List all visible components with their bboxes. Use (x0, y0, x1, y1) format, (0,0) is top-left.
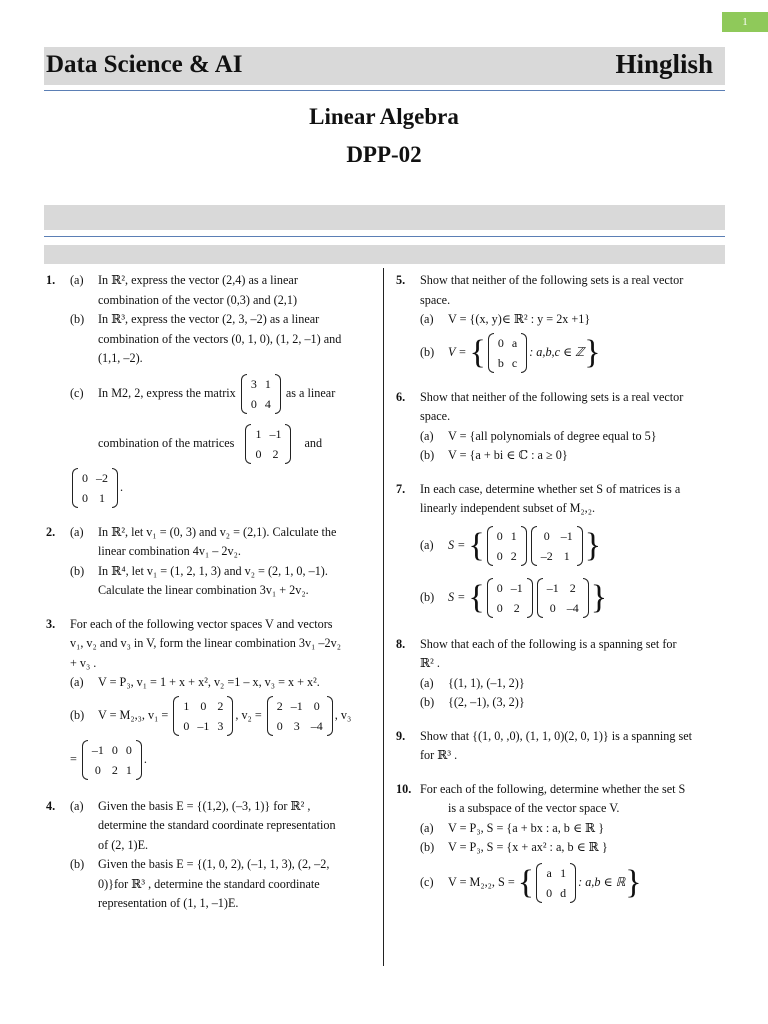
matrix (531, 526, 583, 566)
matrix-entry: 0 (200, 698, 207, 713)
matrix-grid (273, 696, 327, 736)
question-text: as a linear (285, 385, 336, 400)
part-label: (a) (420, 675, 434, 690)
matrix-entry: 0 (546, 885, 553, 900)
question-text: S = (448, 537, 466, 552)
question-text: V = (448, 344, 467, 359)
matrix-entry: 0 (496, 580, 503, 595)
part-label: (b) (420, 840, 435, 854)
question-number: 1. (46, 273, 56, 287)
matrix-entry: 2 (217, 698, 224, 713)
question-text: V = M₂,₃, v₁ = (98, 707, 169, 722)
matrix-entry: 1 (560, 865, 567, 880)
part-label: (a) (420, 428, 434, 443)
question-text: V = P₃, S = {x + ax² : a, b ∈ ℝ } (448, 840, 608, 854)
part-label: (a) (420, 537, 434, 552)
question-text: , v₃ (334, 707, 352, 722)
language-label: Hinglish (615, 49, 713, 79)
question-text: 0)}for ℝ³ , determine the standard coordinate (98, 876, 320, 891)
question-text: , v₂ = (235, 707, 262, 722)
part-label: (a) (70, 675, 84, 689)
matrix-entry: 0 (250, 396, 257, 411)
question-text: V = P₃, S = {a + bx : a, b ∈ ℝ } (448, 820, 605, 835)
part-label: (b) (70, 563, 85, 578)
matrix-grid (179, 696, 227, 736)
question-text: combination of the vector (0,3) and (2,1) (98, 292, 297, 307)
matrix-entry: 0 (549, 600, 556, 615)
matrix-grid (543, 578, 583, 618)
part-label: (b) (70, 312, 85, 326)
question-text: + v₃ . (70, 655, 97, 670)
question-text: is a subspace of the vector space V. (448, 801, 620, 815)
gray-band (44, 245, 725, 264)
question-text: S = (448, 589, 466, 604)
gray-band (44, 205, 725, 230)
matrix-entry: b (497, 355, 504, 370)
question-text: Given the basis E = {(1, 0, 2), (–1, 1, 3), (2, –2, (98, 857, 330, 871)
matrix-entry: 0 (496, 600, 503, 615)
matrix-entry: 1 (264, 376, 271, 391)
question-number: 8. (396, 636, 406, 651)
question-text: For each of the following vector spaces V and vectors (70, 616, 333, 631)
question-text: = (70, 751, 77, 766)
matrix-grid (251, 424, 285, 464)
question-10: 10. For each of the following, determine whether the set S is a subspace of the vector space V. (a) V = P₃, S = {a + bx : a, b ∈ ℝ } (b) V = P₃, S = {x + ax² : a, b ∈ ℝ } (c) V = M₂,₂, S = { a 1 0 d : a,b ∈ ℝ} (396, 780, 726, 906)
matrix-entry: 0 (255, 446, 262, 461)
part-label: (b) (420, 589, 435, 604)
question-text: In ℝ³, express the vector (2, 3, –2) as a linear (98, 312, 320, 326)
matrix-entry: 2 (276, 698, 283, 713)
header-bar (44, 47, 725, 85)
question-text: Show that {(1, 0, ,0), (1, 1, 0)(2, 0, 1)} is a spanning set (420, 728, 693, 743)
matrix-entry: 1 (99, 490, 105, 505)
left-column (46, 271, 376, 914)
matrix-entry: –1 (560, 528, 573, 543)
matrix-entry: 1 (255, 426, 262, 441)
matrix-entry: –2 (96, 470, 108, 485)
question-text: Calculate the linear combination 3v₁ + 2v₂. (98, 583, 309, 597)
matrix (245, 424, 291, 464)
question-7: 7. In each case, determine whether set S of matrices is a linearly independent subset of M₂,₂. (a) S = { 0 1 0 2 0 –1 –2 1 } (b) S = { 0 –1 0 2 –1 2 0 –4 } (396, 480, 726, 621)
question-text: {(2, –1), (3, 2)} (448, 695, 525, 709)
matrix-entry: 1 (183, 698, 190, 713)
matrix (241, 374, 281, 414)
matrix (72, 468, 118, 508)
divider (44, 90, 725, 91)
matrix-entry: 0 (82, 490, 88, 505)
matrix (173, 696, 233, 736)
question-text: In ℝ⁴, let v₁ = (1, 2, 1, 3) and v₂ = (2, 1, 0, –1). (98, 563, 328, 578)
part-label: (b) (420, 344, 435, 359)
matrix-entry: a (546, 865, 552, 880)
matrix-entry: –4 (310, 718, 323, 733)
question-text: (1,1, –2). (98, 351, 143, 365)
part-label: (b) (70, 707, 85, 722)
question-text: In ℝ², let v₁ = (0, 3) and v₂ = (2,1). Calculate the (98, 524, 337, 539)
question-6 (396, 388, 726, 466)
matrix (536, 863, 576, 903)
page-subtitle: DPP-02 (346, 142, 422, 167)
question-text: space. (420, 292, 451, 307)
part-label: (b) (420, 695, 435, 709)
question-text: : a,b ∈ ℝ (578, 874, 626, 889)
matrix-entry: 0 (111, 742, 118, 757)
matrix-entry: 0 (276, 718, 283, 733)
page-title: Linear Algebra (309, 104, 459, 129)
right-column (396, 271, 726, 906)
matrix-entry: 1 (510, 528, 517, 543)
matrix-entry: –1 (546, 580, 559, 595)
matrix (82, 740, 142, 780)
question-text: Given the basis E = {(1,2), (–3, 1)} for ℝ² , (98, 798, 311, 813)
matrix (267, 696, 333, 736)
matrix-grid (493, 526, 521, 566)
matrix-entry: 3 (293, 718, 300, 733)
question-number: 7. (396, 481, 406, 496)
question-number: 4. (46, 798, 56, 813)
part-label: (b) (420, 448, 435, 462)
matrix-entry: 0 (183, 718, 190, 733)
question-3: 3. For each of the following vector spaces V and vectors v₁, v₂ and v₃ in V, form the linear combination 3v₁ –2v₂ + v₃ . (a) V = P₃, v₁ = 1 + x + x², v₂ =1 – x, v₃ = x + x². (b) V = M₂,₃, v₁ = 1 0 2 0 –1 3 , v₂ = 2 –1 0 0 3 –4 , v₃ = –1 0 0 0 2 1 . (46, 615, 376, 781)
matrix-entry: –1 (91, 742, 104, 757)
question-2 (46, 523, 376, 601)
question-text: v₁, v₂ and v₃ in V, form the linear combination 3v₁ –2v₂ (70, 636, 341, 650)
question-8 (396, 635, 726, 713)
question-text: V = {all polynomials of degree equal to 5} (448, 428, 657, 443)
part-label: (a) (70, 273, 84, 287)
matrix-entry: d (560, 885, 567, 900)
question-text: In ℝ², express the vector (2,4) as a linear (98, 273, 298, 287)
question-text: linear combination 4v₁ – 2v₂. (98, 544, 241, 558)
matrix-entry: 4 (264, 396, 271, 411)
matrix-grid (542, 863, 570, 903)
course-name: Data Science & AI (46, 51, 243, 78)
question-4 (46, 797, 376, 914)
matrix-entry: –2 (540, 548, 553, 563)
part-label: (a) (420, 312, 434, 326)
question-number: 3. (46, 616, 56, 631)
question-text: In each case, determine whether set S of matrices is a (420, 481, 681, 496)
matrix-entry: 2 (510, 548, 517, 563)
question-text: For each of the following, determine whether the set S (420, 781, 686, 796)
part-label: (a) (70, 524, 84, 539)
matrix-grid (493, 578, 527, 618)
matrix-entry: 0 (496, 548, 503, 563)
matrix-entry: 2 (569, 580, 576, 595)
matrix-entry: 1 (563, 548, 570, 563)
matrix-grid (88, 740, 136, 780)
matrix (537, 578, 589, 618)
question-number: 2. (46, 524, 56, 539)
matrix-entry: 0 (313, 698, 320, 713)
question-5: 5. Show that neither of the following sets is a real vector space. (a) V = {(x, y)∈ ℝ² : y = 2x +1} (b) V = { 0 a b c : a,b,c ∈ ℤ} (396, 271, 726, 374)
part-label: (c) (70, 385, 84, 400)
matrix-entry: 0 (94, 762, 101, 777)
question-text: Show that each of the following is a spanning set for (420, 636, 677, 651)
matrix-entry: 0 (496, 528, 503, 543)
matrix-entry: –4 (566, 600, 579, 615)
matrix-entry: 2 (272, 446, 279, 461)
matrix-entry: –1 (197, 718, 210, 733)
question-text: for ℝ³ . (420, 748, 458, 762)
part-label: (b) (70, 857, 85, 871)
matrix-entry: 3 (217, 718, 224, 733)
matrix-entry: 2 (111, 762, 118, 777)
matrix-entry: –1 (510, 580, 523, 595)
page-number: 1 (722, 12, 768, 32)
question-number: 6. (396, 389, 406, 404)
question-text: V = {a + bi ∈ ℂ : a ≥ 0} (448, 448, 568, 462)
question-number: 9. (396, 728, 406, 743)
question-text: space. (420, 409, 451, 423)
question-text: of (2, 1)E. (98, 837, 149, 852)
question-text: determine the standard coordinate representation (98, 818, 336, 832)
matrix-entry: 0 (543, 528, 550, 543)
question-text: V = P₃, v₁ = 1 + x + x², v₂ =1 – x, v₃ = x + x². (98, 675, 320, 689)
matrix-entry: 0 (497, 335, 504, 350)
matrix-grid (78, 468, 112, 508)
matrix (487, 526, 527, 566)
question-text: linearly independent subset of M₂,₂. (420, 501, 596, 515)
question-text: and (304, 435, 323, 450)
matrix-grid (494, 333, 521, 373)
matrix-grid (247, 374, 275, 414)
question-text: combination of the vectors (0, 1, 0), (1, 2, –1) and (98, 331, 342, 346)
question-number: 10. (396, 781, 412, 796)
matrix-entry: 0 (82, 470, 88, 485)
divider (44, 236, 725, 237)
question-text: ℝ² . (420, 656, 440, 670)
part-label: (c) (420, 874, 434, 889)
matrix-entry: –1 (290, 698, 303, 713)
part-label: (a) (70, 798, 84, 813)
part-label: (a) (420, 820, 434, 835)
question-1: 1. (a) In ℝ², express the vector (2,4) as a linear combination of the vector (0,3) and (2,1) (b) In ℝ³, express the vector (2, 3, –2) as a linear combination of the vectors (0, 1, 0), (1, 2, –1) and (1,1, –2). (c) In M2, 2, express the matrix 3 1 0 4 as a linear combination of the matrices 1 –1 0 2 and 0 –2 0 1 . (46, 271, 376, 509)
matrix (487, 578, 533, 618)
matrix-entry: –1 (269, 426, 282, 441)
matrix-grid (537, 526, 577, 566)
question-text: representation of (1, 1, –1)E. (98, 896, 239, 910)
question-number: 5. (396, 273, 406, 287)
column-divider (383, 268, 384, 966)
matrix-entry: 2 (513, 600, 520, 615)
question-text: V = {(x, y)∈ ℝ² : y = 2x +1} (448, 312, 591, 326)
question-text: : a,b,c ∈ ℤ (529, 344, 585, 359)
matrix-entry: a (511, 335, 518, 350)
question-text: combination of the matrices (98, 435, 235, 450)
question-text: Show that neither of the following sets is a real vector (420, 389, 684, 404)
question-text: Show that neither of the following sets is a real vector (420, 273, 684, 287)
matrix-entry: 0 (125, 742, 132, 757)
question-9 (396, 727, 726, 766)
question-text: In M2, 2, express the matrix (98, 385, 236, 400)
question-text: {(1, 1), (–1, 2)} (448, 675, 525, 690)
matrix-entry: 3 (250, 376, 257, 391)
matrix-entry: 1 (125, 762, 132, 777)
question-text: V = M₂,₂, S = (448, 874, 515, 889)
matrix (488, 333, 527, 373)
matrix-entry: c (511, 355, 518, 370)
